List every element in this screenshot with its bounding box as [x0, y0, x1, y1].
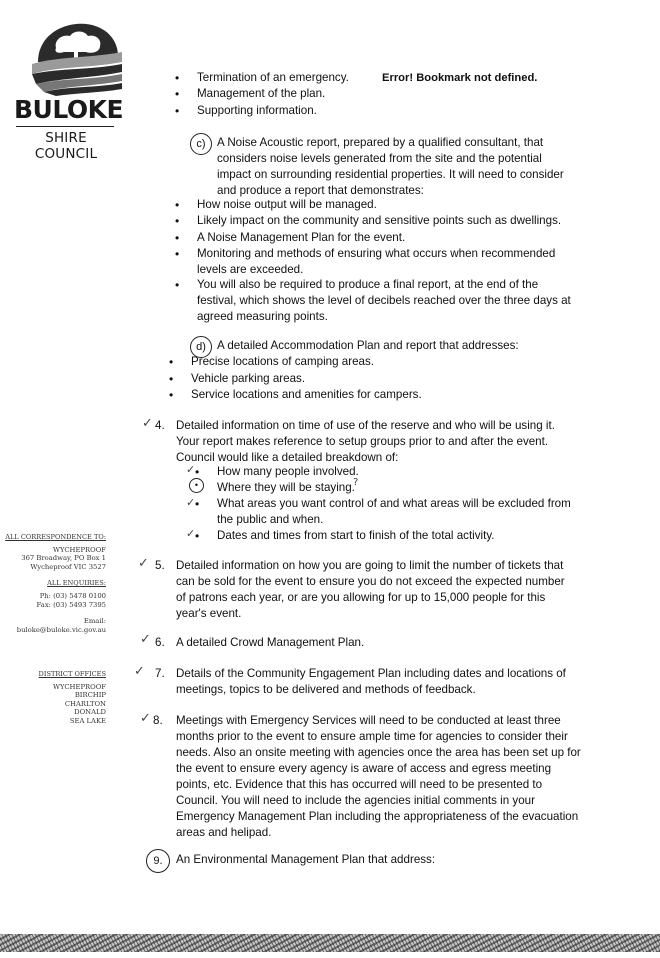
item-number: 5. [155, 559, 165, 572]
text-line: Council. You will need to include the agencies initial comments in your [176, 794, 535, 807]
item-6-text: A detailed Crowd Management Plan. [176, 636, 365, 649]
item-number-circled: 9. [146, 849, 170, 873]
item-number: 7. [155, 667, 165, 680]
item-number: 6. [155, 636, 165, 649]
item-9-text: An Environmental Management Plan that address: [176, 853, 436, 866]
district-offices-heading: DISTRICT OFFICES [38, 670, 106, 678]
handwritten-tick-icon: ✓ [186, 527, 196, 540]
section-c-marker: c) [190, 133, 212, 155]
list-item: • Service locations and amenities for campers. [191, 387, 422, 403]
text-line: Detailed information on time of use of the reserve and who will be using it. [176, 419, 555, 432]
enquiries-heading: ALL ENQUIRIES: [47, 579, 106, 588]
office-name: WYCHEPROOF [53, 682, 106, 691]
handwritten-tick-icon: ✓ [134, 664, 145, 679]
item-7-text [176, 666, 566, 698]
text-line: Meetings with Emergency Services will need to be conducted at least three [176, 714, 561, 727]
question-mark-annotation-icon: ? [353, 477, 359, 488]
text-line: the event to ensure every agency is aware of access and egress meeting [176, 762, 552, 775]
text-line: year's event. [176, 607, 242, 620]
list-item [197, 277, 571, 325]
text-line: of patrons each year, or are you allowing for up to 15,000 people for this [176, 591, 546, 604]
section-d-intro: A detailed Accommodation Plan and report that addresses: [217, 339, 519, 352]
item-8-text [176, 713, 581, 841]
text-line: Emergency Management Plan including the appropriateness of the evacuation [176, 810, 579, 823]
item-5-text [176, 558, 565, 622]
text-line: months prior to the event to ensure ample time for agencies to consider their [176, 730, 568, 743]
text-line: • What areas you want control of and what areas will be excluded from [217, 497, 571, 510]
text-line: can be sold for the event to ensure you do not exceed the expected number [176, 575, 565, 588]
list-item [197, 246, 555, 278]
text-line: considers noise levels generated from the site and the potential [217, 152, 542, 165]
office-name: BIRCHIP [74, 691, 106, 700]
text-line: Your report makes reference to setup groups prior to and after the event. [176, 435, 549, 448]
office-name: SEA LAKE [69, 716, 106, 725]
email-line: Email: buloke@buloke.vic.gov.au [16, 617, 106, 634]
brand-subtitle: SHIRE COUNCIL [34, 130, 98, 162]
item-number: 8. [153, 714, 163, 727]
text-line: areas and helipad. [176, 826, 272, 839]
correspondence-line: WYCHEPROOF [53, 545, 106, 554]
list-item [217, 496, 571, 528]
text-line: and produce a report that demonstrates: [217, 184, 424, 197]
enquiries-line: Ph: (03) 5478 0100 [39, 591, 106, 600]
handwritten-tick-icon: ✓ [140, 711, 151, 726]
enquiries-line: Fax: (03) 5493 7395 [36, 600, 106, 609]
text-line: points, etc. Evidence that this has occurred will need to be presented to [176, 778, 543, 791]
list-item: • Likely impact on the community and sensitive points such as dwellings. [197, 213, 561, 229]
list-item: • Management of the plan. [197, 86, 325, 102]
item-number: 4. [155, 419, 165, 432]
handwritten-tick-icon: ✓ [186, 496, 196, 509]
text-line: needs. Also an onsite meeting with agencies once the area has been set up for [176, 746, 581, 759]
error-message: Error! Bookmark not defined. [382, 72, 538, 84]
text-line: meetings, topics to be delivered and methods of feedback. [176, 683, 476, 696]
list-item: • How noise output will be managed. [197, 197, 377, 213]
scan-noise-overlay [0, 934, 660, 952]
text-line: • You will also be required to produce a final report, at the end of the [197, 278, 539, 291]
list-item: • Dates and times from start to finish of the total activity. [217, 528, 495, 544]
text-line: impact on surrounding residential properties. It will need to consider [217, 168, 564, 181]
list-item: • A Noise Management Plan for the event. [197, 230, 405, 246]
text-line: agreed measuring points. [197, 310, 328, 323]
text-line: A Noise Acoustic report, prepared by a qualified consultant, that [217, 136, 544, 149]
brand-name: BULOKE [14, 95, 124, 124]
handwritten-tick-icon: ✓ [142, 416, 153, 431]
list-item: • How many people involved. [217, 464, 359, 480]
text-line: Detailed information on how you are going to limit the number of tickets that [176, 559, 564, 572]
text-line: levels are exceeded. [197, 263, 304, 276]
list-item: • Termination of an emergency. [197, 70, 349, 86]
text-line: Council would like a detailed breakdown of: [176, 451, 399, 464]
text-line: the public and when. [217, 513, 324, 526]
circled-bullet-icon: • [189, 478, 204, 493]
correspondence-heading: ALL CORRESPONDENCE TO: [5, 533, 106, 541]
section-d-marker: d) [190, 336, 212, 358]
correspondence-line: 367 Broadway, PO Box 1 [21, 554, 106, 563]
correspondence-line: Wycheproof VIC 3527 [30, 562, 106, 571]
section-c-intro [217, 135, 564, 199]
office-name: CHARLTON [64, 699, 106, 708]
list-item: • Vehicle parking areas. [191, 371, 305, 387]
text-line: Details of the Community Engagement Plan including dates and locations of [176, 667, 566, 680]
handwritten-tick-icon: ✓ [186, 463, 196, 476]
handwritten-tick-icon: ✓ [140, 632, 151, 647]
handwritten-tick-icon: ✓ [138, 556, 149, 571]
text-line: festival, which shows the level of decibels reached over the three days at [197, 294, 571, 307]
item-4-text [176, 418, 555, 466]
list-item: • Supporting information. [197, 103, 317, 119]
office-name: DONALD [74, 708, 106, 717]
list-item: Where they will be staying. [217, 481, 355, 494]
list-item: • Precise locations of camping areas. [191, 354, 374, 370]
text-line: • Monitoring and methods of ensuring what occurs when recommended [197, 247, 556, 260]
